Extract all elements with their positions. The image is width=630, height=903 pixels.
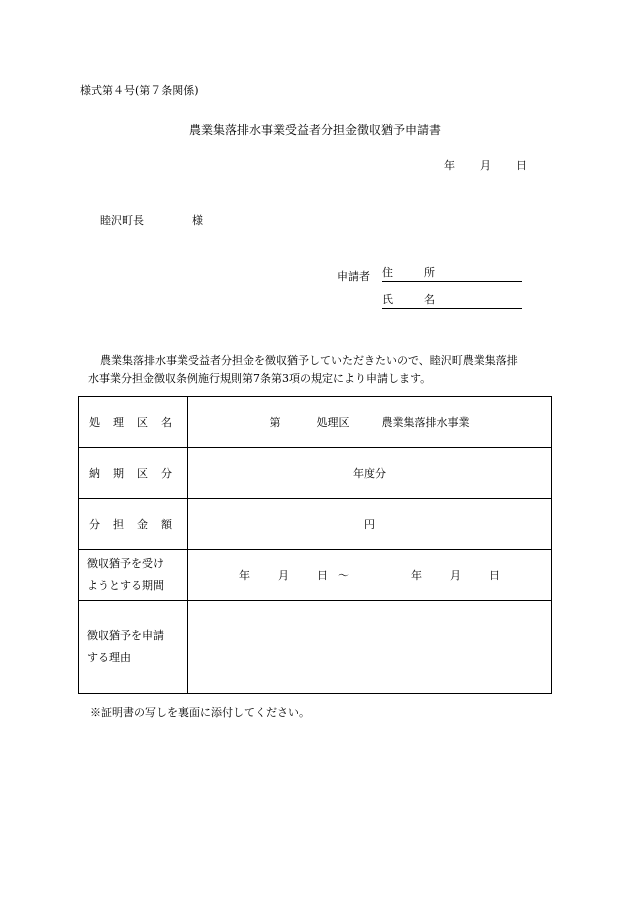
date-line xyxy=(444,157,527,173)
table-row xyxy=(79,448,552,499)
to-year: 年 xyxy=(411,569,422,582)
deferral-period-label-1: 徴収猶予を受け xyxy=(87,557,164,570)
row-label-reason xyxy=(79,601,188,694)
table-row xyxy=(79,499,552,550)
date-day: 日 xyxy=(516,159,527,172)
table-row xyxy=(79,601,552,694)
details-table xyxy=(78,396,552,694)
statement-line-2: 水事業分担金徴収条例施行規則第7条第3項の規定により申請します。 xyxy=(88,372,432,385)
row-label-amount: 分担金額 xyxy=(79,499,188,550)
name-label: 氏 名 xyxy=(382,293,445,306)
attachment-note: ※証明書の写しを裏面に添付してください。 xyxy=(90,706,310,719)
treatment-area-field[interactable] xyxy=(188,397,552,448)
address-field[interactable] xyxy=(382,265,522,282)
reason-label-2: する理由 xyxy=(87,651,131,664)
row-label-deferral-period xyxy=(79,550,188,601)
table-row xyxy=(79,397,552,448)
row-label-treatment-area: 処理区名 xyxy=(79,397,188,448)
row-label-payment-term: 納期区分 xyxy=(79,448,188,499)
treatment-area-suffix: 農業集落排水事業 xyxy=(381,416,470,429)
to-month: 月 xyxy=(450,569,461,582)
statement-line-1: 農業集落排水事業受益者分担金を徴収猶予していただきたいので、睦沢町農業集落排 xyxy=(100,354,518,367)
document-title: 農業集落排水事業受益者分担金徴収猶予申請書 xyxy=(188,123,441,137)
reason-field[interactable] xyxy=(188,601,552,694)
from-year: 年 xyxy=(239,569,250,582)
addressee-name: 睦沢町長 xyxy=(100,214,144,227)
address-label: 住 所 xyxy=(382,266,445,279)
reason-label-1: 徴収猶予を申請 xyxy=(87,629,164,642)
treatment-area-mid: 処理区 xyxy=(316,416,350,429)
payment-term-field[interactable]: 年度分 xyxy=(188,448,552,499)
date-year: 年 xyxy=(444,159,455,172)
from-day: 日 xyxy=(317,569,328,582)
from-month: 月 xyxy=(278,569,289,582)
request-statement xyxy=(88,352,558,388)
applicant-label: 申請者 xyxy=(337,270,370,283)
form-number: 様式第４号(第７条関係) xyxy=(80,84,199,97)
treatment-area-prefix: 第 xyxy=(269,416,281,429)
deferral-period-field[interactable] xyxy=(188,550,552,601)
date-month: 月 xyxy=(480,159,491,172)
amount-field[interactable]: 円 xyxy=(188,499,552,550)
table-row xyxy=(79,550,552,601)
addressee xyxy=(100,212,203,228)
deferral-period-label-2: ようとする期間 xyxy=(87,579,164,592)
name-field[interactable] xyxy=(382,292,522,309)
to-day: 日 xyxy=(489,569,500,582)
period-tilde: ～ xyxy=(338,569,349,582)
addressee-suffix: 様 xyxy=(192,214,203,227)
